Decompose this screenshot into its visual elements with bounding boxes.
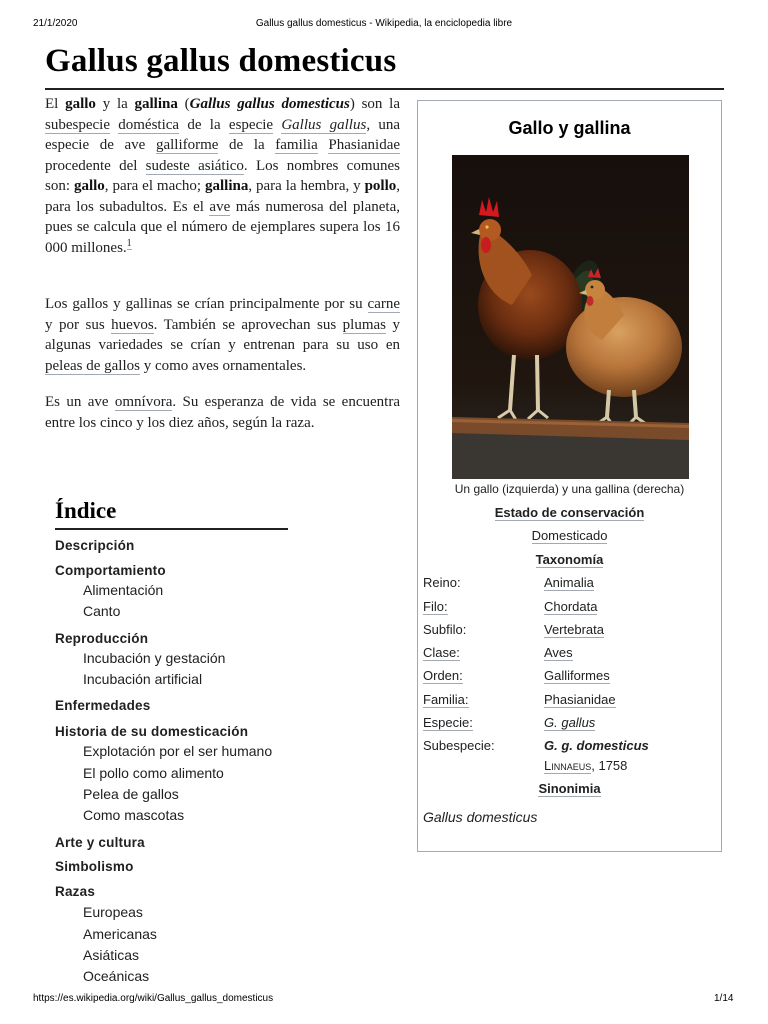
taxon-value-filo[interactable]: Chordata <box>544 599 598 614</box>
toc-item-comportamiento[interactable]: Comportamiento <box>55 563 166 578</box>
toc-subitem-canto[interactable]: Canto <box>83 603 121 619</box>
toc-subitem-alimentacion[interactable]: Alimentación <box>83 582 164 598</box>
taxon-label-subfilo: Subfilo: <box>423 622 467 637</box>
link-carne[interactable]: carne <box>367 296 400 312</box>
taxon-label-familia[interactable]: Familia: <box>423 692 469 707</box>
toc-divider <box>55 528 288 530</box>
toc-item-descripcion[interactable]: Descripción <box>55 538 135 553</box>
taxon-value-familia[interactable]: Phasianidae <box>544 692 616 707</box>
conservation-status-value[interactable]: Domesticado <box>531 528 608 543</box>
taxon-value-reino[interactable]: Animalia <box>544 575 594 590</box>
print-page-number: 1/14 <box>714 993 734 1004</box>
page-title: Gallus gallus domesticus <box>45 43 397 79</box>
toc-item-razas[interactable]: Razas <box>55 884 96 899</box>
toc-subitem-americanas[interactable]: Americanas <box>83 926 157 942</box>
conservation-status-heading[interactable]: Estado de conservación <box>494 505 645 520</box>
toc-item-reproduccion[interactable]: Reproducción <box>55 631 149 646</box>
lead-paragraph-3: Es un ave omnívora. Su esperanza de vida se encuentra entre los cinco y los diez años, según la raza. <box>45 394 400 431</box>
taxon-value-subfilo[interactable]: Vertebrata <box>544 622 604 637</box>
taxon-value-especie[interactable]: G. gallus <box>544 715 596 730</box>
link-familia[interactable]: familia <box>275 137 318 153</box>
link-subespecie[interactable]: subespecie <box>45 116 110 133</box>
bold-gallo: gallo <box>65 96 96 112</box>
taxon-value-orden[interactable]: Galliformes <box>544 668 610 683</box>
authority-linnaeus-link[interactable]: Linnaeus <box>544 758 592 773</box>
toc-item-arte-cultura[interactable]: Arte y cultura <box>55 835 145 850</box>
taxon-label-subespecie: Subespecie: <box>423 738 495 753</box>
link-gallus-gallus[interactable]: Gallus gallus <box>281 116 367 133</box>
toc-subitem-incubacion-artificial[interactable]: Incubación artificial <box>83 671 203 687</box>
scientific-name: Gallus gallus domesticus <box>189 96 350 112</box>
toc-item-enfermedades[interactable]: Enfermedades <box>55 698 151 713</box>
link-huevos[interactable]: huevos <box>111 316 154 333</box>
toc-item-simbolismo[interactable]: Simbolismo <box>55 859 134 874</box>
title-divider <box>45 88 724 90</box>
rooster-hen-illustration <box>452 155 689 479</box>
lead-paragraph-2: Los gallos y gallinas se crían principalmente por su carne y por sus huevos. También se aprovechan sus plumas y algunas variedades se crían y entrenan para su uso en peleas de gallos y como aves ornamentales. <box>45 296 401 374</box>
link-ave[interactable]: ave <box>209 198 231 215</box>
lead-paragraph-1: El gallo y la gallina (Gallus gallus domesticus) son la subespecie doméstica de la especie Gallus gallus, una especie de ave galliforme de la familia Phasianidae procedente del sudeste asiático. Los nombres comunes son: gallo, para el macho; gallina, para la hembra, y pollo, para los subadultos. Es el ave más numerosa del planeta, pues se calcula que el número de ejemplares supera los 16 000 millones.$^1$ <box>45 96 401 256</box>
toc-subitem-incubacion-gestacion[interactable]: Incubación y gestación <box>83 650 226 666</box>
toc-subitem-europeas[interactable]: Europeas <box>83 904 143 920</box>
toc-title: Índice <box>55 498 117 523</box>
reference-1[interactable]: 1 <box>126 237 132 249</box>
link-domestica[interactable]: doméstica <box>118 116 180 133</box>
synonym-value: Gallus domesticus <box>423 809 538 825</box>
link-peleas-de-gallos[interactable]: peleas de gallos <box>45 357 140 374</box>
taxon-value-clase[interactable]: Aves <box>544 645 573 660</box>
taxon-label-especie[interactable]: Especie: <box>423 715 473 730</box>
link-galliforme[interactable]: galliforme <box>155 137 219 153</box>
taxon-value-subespecie: G. g. domesticus <box>544 738 649 753</box>
taxon-label-reino: Reino: <box>423 575 461 590</box>
taxon-label-clase[interactable]: Clase: <box>423 645 460 660</box>
link-plumas[interactable]: plumas <box>342 316 387 333</box>
taxonomy-heading[interactable]: Taxonomía <box>535 552 604 567</box>
link-omnivora[interactable]: omnívora <box>114 394 173 410</box>
print-page-title: Gallus gallus domesticus - Wikipedia, la enciclopedia libre <box>255 18 513 29</box>
link-phasianidae[interactable]: Phasianidae <box>328 137 401 153</box>
toc-subitem-asiaticas[interactable]: Asiáticas <box>83 947 140 963</box>
rooster-and-hen-photo[interactable] <box>452 155 689 479</box>
taxon-authority: Linnaeus, 1758 <box>544 758 628 773</box>
taxon-label-filo[interactable]: Filo: <box>423 599 448 614</box>
toc-subitem-mascotas[interactable]: Como mascotas <box>83 807 185 823</box>
infobox-title: Gallo y gallina <box>508 118 631 138</box>
taxon-label-orden[interactable]: Orden: <box>423 668 463 683</box>
link-especie[interactable]: especie <box>228 116 274 133</box>
link-sudeste-asiatico[interactable]: sudeste asiático <box>145 157 244 174</box>
print-date: 21/1/2020 <box>33 18 78 29</box>
synonymy-heading[interactable]: Sinonimia <box>538 781 601 796</box>
toc-subitem-pollo-alimento[interactable]: El pollo como alimento <box>83 765 224 781</box>
bold-gallina: gallina <box>134 96 178 112</box>
toc-item-historia-domesticacion[interactable]: Historia de su domesticación <box>55 724 249 739</box>
infobox-image-caption: Un gallo (izquierda) y una gallina (derecha) <box>454 482 685 496</box>
toc-subitem-pelea-gallos[interactable]: Pelea de gallos <box>83 786 179 802</box>
toc-subitem-oceanicas[interactable]: Oceánicas <box>83 968 150 984</box>
toc-subitem-explotacion[interactable]: Explotación por el ser humano <box>83 743 273 759</box>
print-url: https://es.wikipedia.org/wiki/Gallus_gallus_domesticus <box>33 993 274 1004</box>
